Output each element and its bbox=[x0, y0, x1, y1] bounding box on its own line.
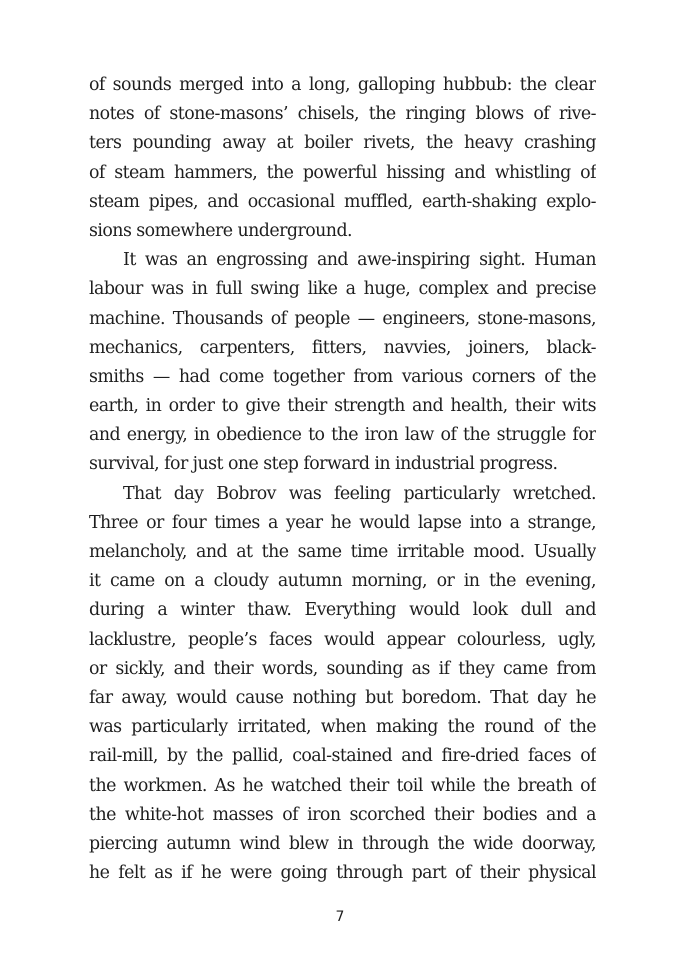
text-line: It was an engrossing and awe-inspiring sight. Human bbox=[123, 250, 596, 271]
text-line: sions somewhere underground. bbox=[89, 220, 353, 241]
text-line: melancholy, and at the same time irritable mood. Usually bbox=[89, 542, 596, 562]
text-line: machine. Thousands of people — engineers, stone-masons, bbox=[89, 308, 596, 329]
text-line: of sounds merged into a long, galloping hubbub: the clear bbox=[89, 75, 596, 95]
page-number: 7 bbox=[335, 909, 345, 925]
text-line: during a winter thaw. Everything would look dull and bbox=[89, 600, 596, 621]
text-line: far away, would cause nothing but boredom. That day he bbox=[89, 687, 596, 708]
text-line: labour was in full swing like a huge, complex and precise bbox=[89, 279, 596, 300]
text-line: he felt as if he were going through part of their physical bbox=[89, 863, 596, 884]
text-line: notes of stone-masons’ chisels, the ringing blows of rive- bbox=[89, 104, 596, 125]
text-line: it came on a cloudy autumn morning, or in the evening, bbox=[89, 571, 596, 592]
text-line: piercing autumn wind blew in through the wide doorway, bbox=[89, 833, 596, 854]
text-line: lacklustre, people’s faces would appear colourless, ugly, bbox=[89, 629, 596, 650]
text-line: or sickly, and their words, sounding as if they came from bbox=[89, 658, 596, 679]
text-line: ters pounding away at boiler rivets, the heavy crashing bbox=[89, 133, 596, 154]
text-line: rail-mill, by the pallid, coal-stained and fire-dried faces of bbox=[89, 746, 596, 767]
body-text bbox=[89, 71, 596, 888]
text-line: mechanics, carpenters, fitters, navvies, joiners, black- bbox=[89, 337, 596, 358]
text-line: smiths — had come together from various corners of the bbox=[89, 366, 596, 387]
text-line: earth, in order to give their strength and health, their wits bbox=[89, 396, 596, 417]
text-line: and energy, in obedience to the iron law of the struggle for bbox=[89, 425, 596, 446]
text-line: of steam hammers, the powerful hissing and whistling of bbox=[89, 162, 596, 183]
text-line: was particularly irritated, when making the round of the bbox=[89, 717, 596, 738]
text-line: That day Bobrov was feeling particularly wretched. bbox=[123, 483, 596, 504]
text-line: the white-hot masses of iron scorched their bodies and a bbox=[89, 804, 596, 825]
text-line: the workmen. As he watched their toil while the breath of bbox=[89, 775, 596, 796]
text-line: Three or four times a year he would lapse into a strange, bbox=[89, 512, 596, 533]
text-line: survival, for just one step forward in industrial progress. bbox=[89, 454, 558, 475]
text-line: steam pipes, and occasional muffled, earth-shaking explo- bbox=[89, 191, 596, 212]
